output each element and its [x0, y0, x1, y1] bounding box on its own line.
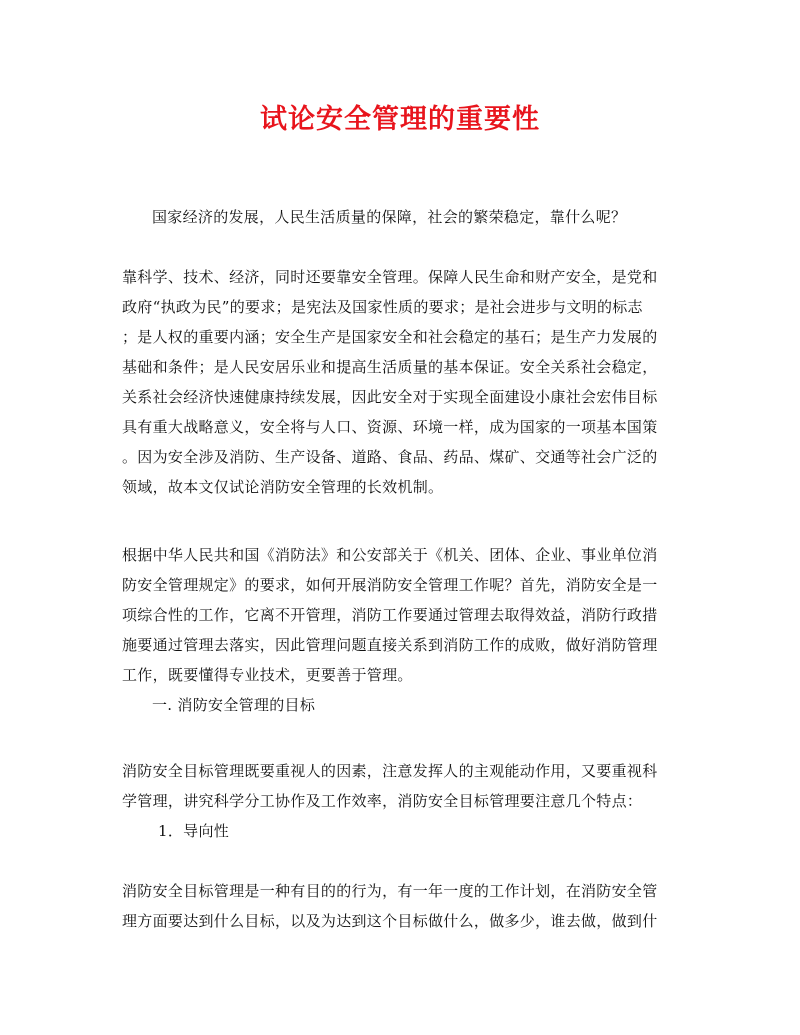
text-line: 国家经济的发展，人民生活质量的保障，社会的繁荣稳定，靠什么呢？: [152, 208, 627, 226]
text-line: 靠科学、技术、经济，同时还要靠安全管理。保障人民生命和财产安全，是党和: [122, 268, 658, 286]
text-line: 施要通过管理去落实，因此管理问题直接关系到消防工作的成败，做好消防管理: [122, 636, 658, 654]
text-line: 项综合性的工作，它离不开管理，消防工作要通过管理去取得效益，消防行政措: [122, 606, 658, 624]
subsection-heading: 1．导向性: [158, 822, 230, 840]
text-line: 理方面要达到什么目标，以及为达到这个目标做什么，做多少，谁去做，做到什: [122, 912, 658, 930]
text-line: 关系社会经济快速健康持续发展，因此安全对于实现全面建设小康社会宏伟目标: [122, 388, 658, 406]
paragraph-fire-law: [122, 540, 682, 690]
text-line: 具有重大战略意义，安全将与人口、资源、环境一样，成为国家的一项基本国策: [122, 418, 658, 436]
text-line: 基础和条件；是人民安居乐业和提高生活质量的基本保证。安全关系社会稳定，: [122, 358, 658, 376]
text-line: 根据中华人民共和国《消防法》和公安部关于《机关、团体、企业、事业单位消: [122, 546, 658, 564]
text-line: 消防安全目标管理既要重视人的因素，注意发挥人的主观能动作用，又要重视科: [122, 762, 658, 780]
section-heading: 一. 消防安全管理的目标: [152, 696, 316, 714]
text-line: ；是人权的重要内涵；安全生产是国家安全和社会稳定的基石；是生产力发展的: [122, 328, 658, 346]
subsection-heading-1: [122, 816, 682, 846]
paragraph-intro: [122, 202, 682, 232]
text-line: 工作，既要懂得专业技术，更要善于管理。: [122, 666, 413, 684]
document-title: 试论安全管理的重要性: [260, 104, 540, 135]
text-line: 防安全管理规定》的要求，如何开展消防安全管理工作呢？首先，消防安全是一: [122, 576, 658, 594]
text-line: 消防安全目标管理是一种有目的的行为，有一年一度的工作计划，在消防安全管: [122, 882, 658, 900]
paragraph-safety-importance: [122, 262, 682, 502]
text-line: 。因为安全涉及消防、生产设备、道路、食品、药品、煤矿、交通等社会广泛的: [122, 448, 658, 466]
section-heading-1: [122, 690, 682, 720]
text-line: 政府“执政为民”的要求；是宪法及国家性质的要求；是社会进步与文明的标志: [122, 298, 643, 316]
text-line: 领域，故本文仅试论消防安全管理的长效机制。: [122, 478, 444, 496]
paragraph-target-management: [122, 756, 682, 816]
paragraph-orientation: [122, 876, 682, 936]
text-line: 学管理，讲究科学分工协作及工作效率，消防安全目标管理要注意几个特点：: [122, 792, 643, 810]
